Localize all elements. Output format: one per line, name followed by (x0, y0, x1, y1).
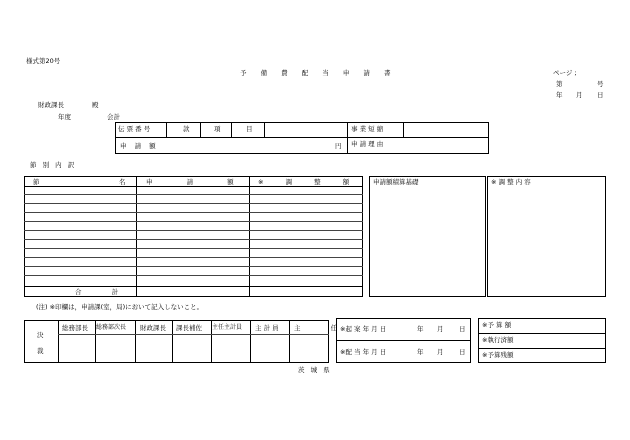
gou-label: 号 (597, 80, 604, 88)
kian-year: 年 (417, 325, 424, 333)
kou-label: 項 (214, 125, 221, 133)
approval-col-7: 主 任 (294, 324, 352, 332)
approval-col-4: 課長補佐 (176, 324, 202, 332)
col-adjust-amount: ※ 調 整 額 (258, 178, 360, 186)
date-day-label: 日 (597, 91, 604, 99)
haitou-year: 年 (417, 348, 424, 356)
remaining-budget-label: ※予算残額 (482, 351, 514, 359)
haitou-day: 日 (459, 348, 466, 356)
kessai-label: 決 (37, 331, 44, 339)
kian-date-label: ※起 案 年 月 日 (340, 325, 387, 333)
adjust-content-label: ※ 調 整 内 容 (491, 178, 531, 186)
request-basis-box (369, 176, 486, 297)
approval-col-1: 総務部長 (62, 324, 88, 332)
dai-label: 第 (556, 80, 563, 88)
moku-label: 目 (246, 125, 253, 133)
col-name: 名 (119, 178, 126, 186)
kan-label: 款 (183, 125, 190, 133)
organization: 茨 城 県 (298, 366, 332, 374)
date-year-label: 年 (556, 91, 563, 99)
page-label: ページ ; (553, 69, 577, 77)
approval-col-2: 総務部次長 (96, 324, 127, 331)
approval-col-3: 財政課長 (140, 324, 166, 332)
approval-col-5: 主任主計員 (212, 324, 243, 331)
executed-amount-label: ※執行済額 (482, 336, 514, 344)
form-number: 様式第20号 (26, 57, 61, 65)
header-table (115, 122, 489, 154)
project-name-label: 事 業 短 縮 (351, 125, 384, 133)
haitou-month: 月 (437, 348, 444, 356)
breakdown-label: 節 別 内 訳 (30, 161, 77, 169)
adjust-content-box (487, 176, 606, 297)
addressee: 財政課長 (38, 101, 64, 109)
kian-day: 日 (459, 325, 466, 333)
slip-number-label: 伝 票 番 号 (118, 125, 151, 133)
sai-label: 裁 (37, 347, 44, 355)
budget-amount-label: ※予 算 額 (482, 321, 512, 329)
yen-label: 円 (335, 142, 342, 150)
page-title: 予 備 費 配 当 申 請 書 (240, 69, 397, 77)
col-request-amount: 申 請 額 (146, 178, 250, 186)
haitou-date-label: ※配 当 年 月 日 (340, 348, 387, 356)
approval-col-6: 主 計 員 (255, 324, 279, 332)
total-label: 合 計 (75, 288, 133, 296)
col-setsu: 節 (33, 178, 40, 186)
account-label: 会計 (107, 113, 120, 121)
date-month-label: 月 (576, 91, 583, 99)
fiscal-year-label: 年度 (58, 113, 71, 121)
note: (注) ※印欄は，申請課(室，局)において記入しないこと。 (36, 303, 204, 311)
request-reason-label: 申 請 理 由 (351, 140, 384, 148)
addressee-honorific: 殿 (92, 101, 99, 109)
kian-month: 月 (437, 325, 444, 333)
request-basis-label: 申請額積算基礎 (373, 178, 419, 186)
request-amount-label: 申 請 額 (120, 142, 159, 150)
